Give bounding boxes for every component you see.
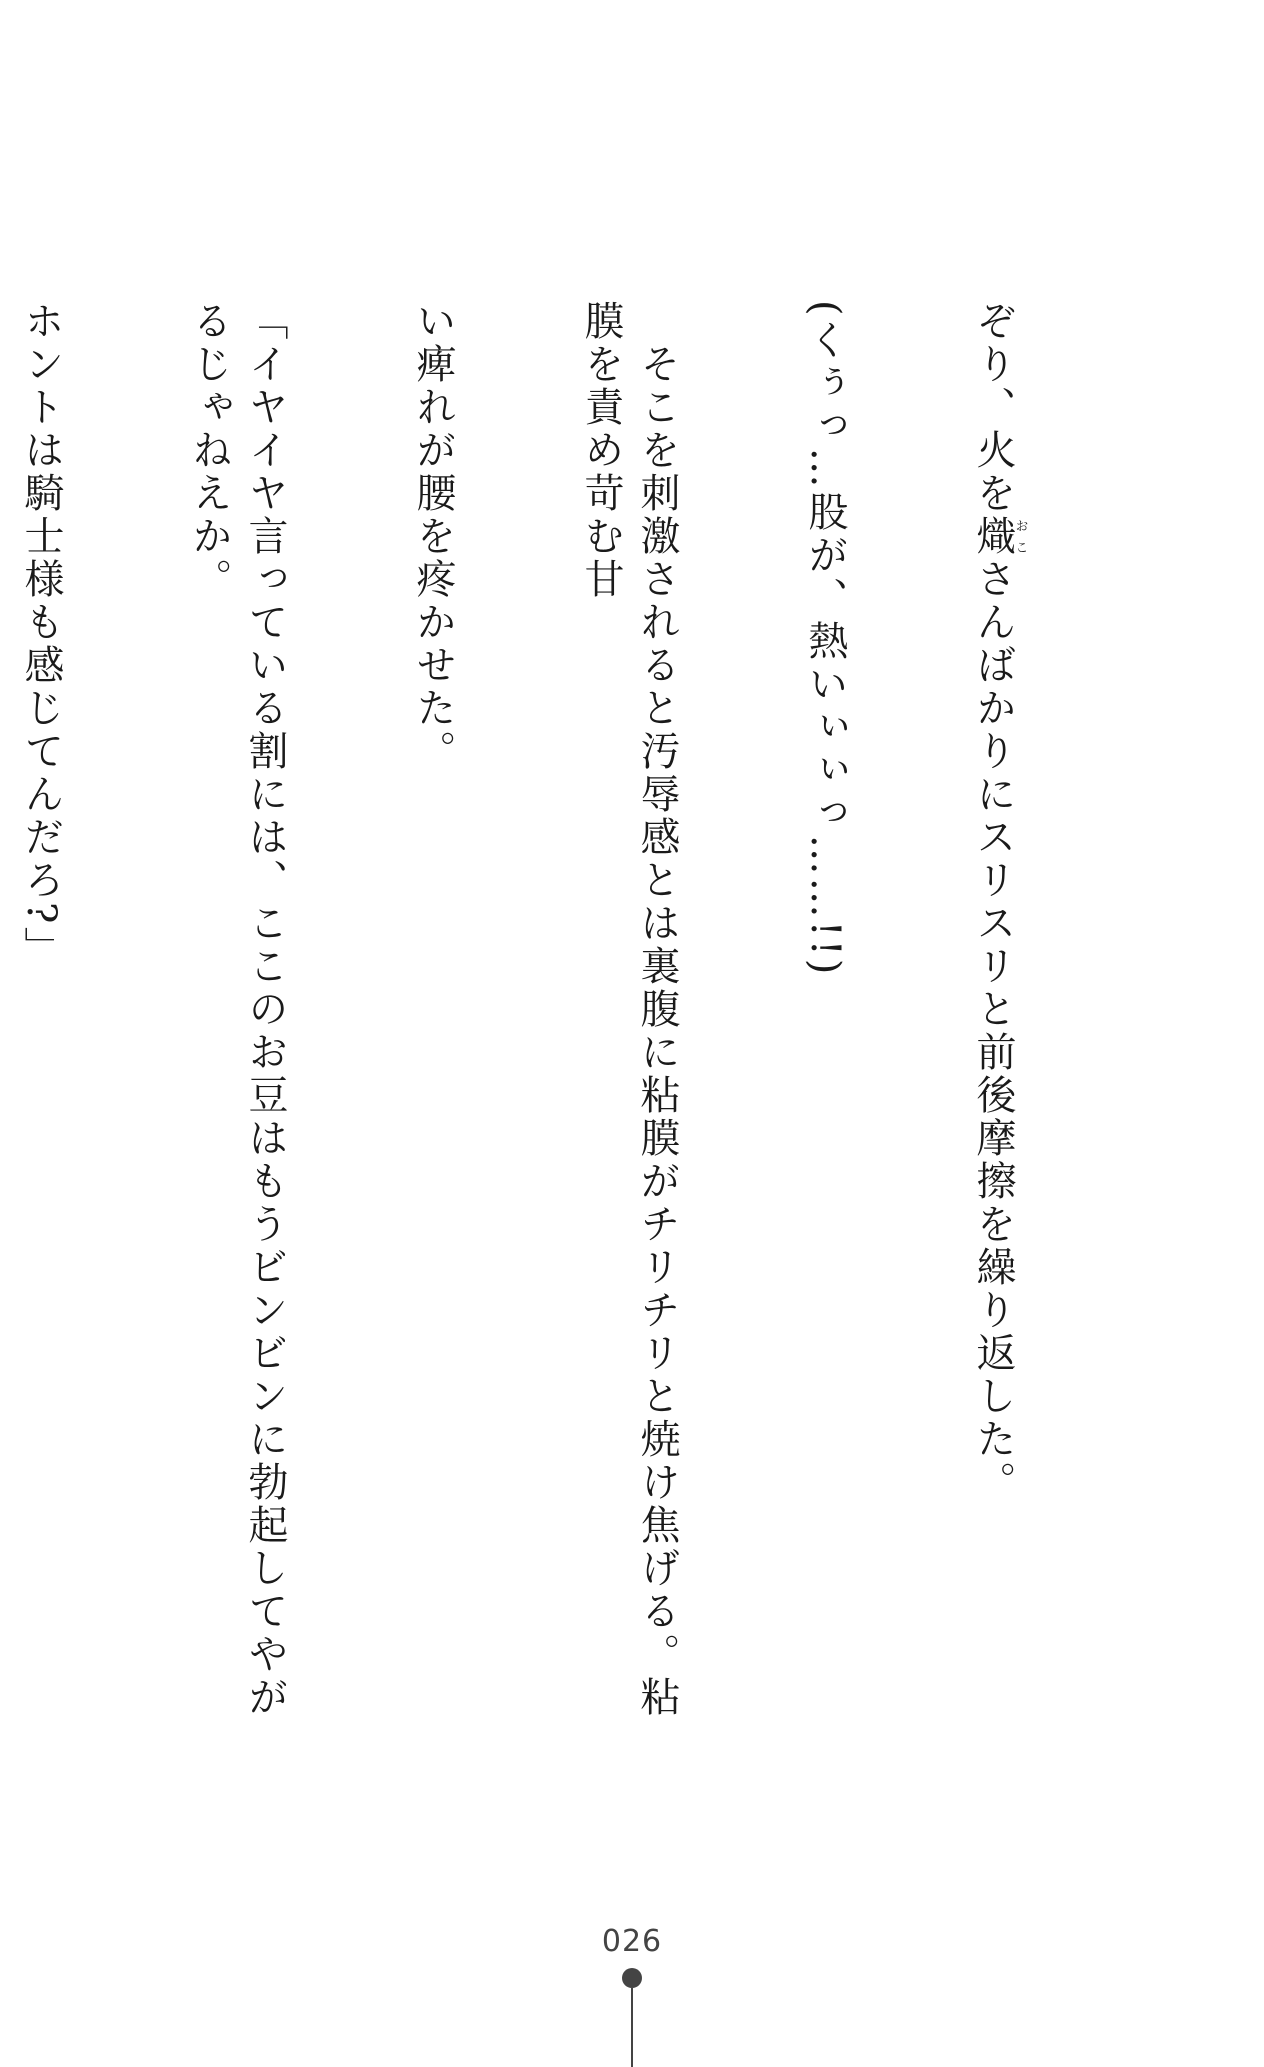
ruby-reading: おこ: [1012, 515, 1028, 558]
text-line-6: ホントは騎士様も感じてんだろ?」: [18, 300, 64, 970]
text-segment: さんばかりにスリスリと前後摩擦を繰り返した。: [970, 558, 1016, 1504]
page-marker-dot: [622, 1968, 642, 1988]
body-text: [18, 300, 1139, 1720]
page-marker-line: [631, 1988, 633, 2067]
text-segment: ぞり、火を: [970, 300, 1016, 515]
text-line-3: そこを刺激されると汚辱感とは裏腹に粘膜がチリチリと焼け焦げる。粘膜を責め苛む甘: [578, 300, 680, 1719]
text-line-5: 「イヤイヤ言っている割には、ここのお豆はもうビンビンに勃起してやがるじゃねえか。: [186, 300, 288, 1719]
page-number: 026: [601, 1924, 663, 1959]
text-line-1: [965, 300, 1027, 1720]
text-line-2: (くぅっ…股が、熱いぃぃっ……!!): [802, 300, 848, 978]
ruby-annotation: [970, 515, 1028, 558]
ruby-base: 熾: [970, 515, 1016, 558]
text-line-4: い痺れが腰を疼かせた。: [410, 300, 456, 773]
